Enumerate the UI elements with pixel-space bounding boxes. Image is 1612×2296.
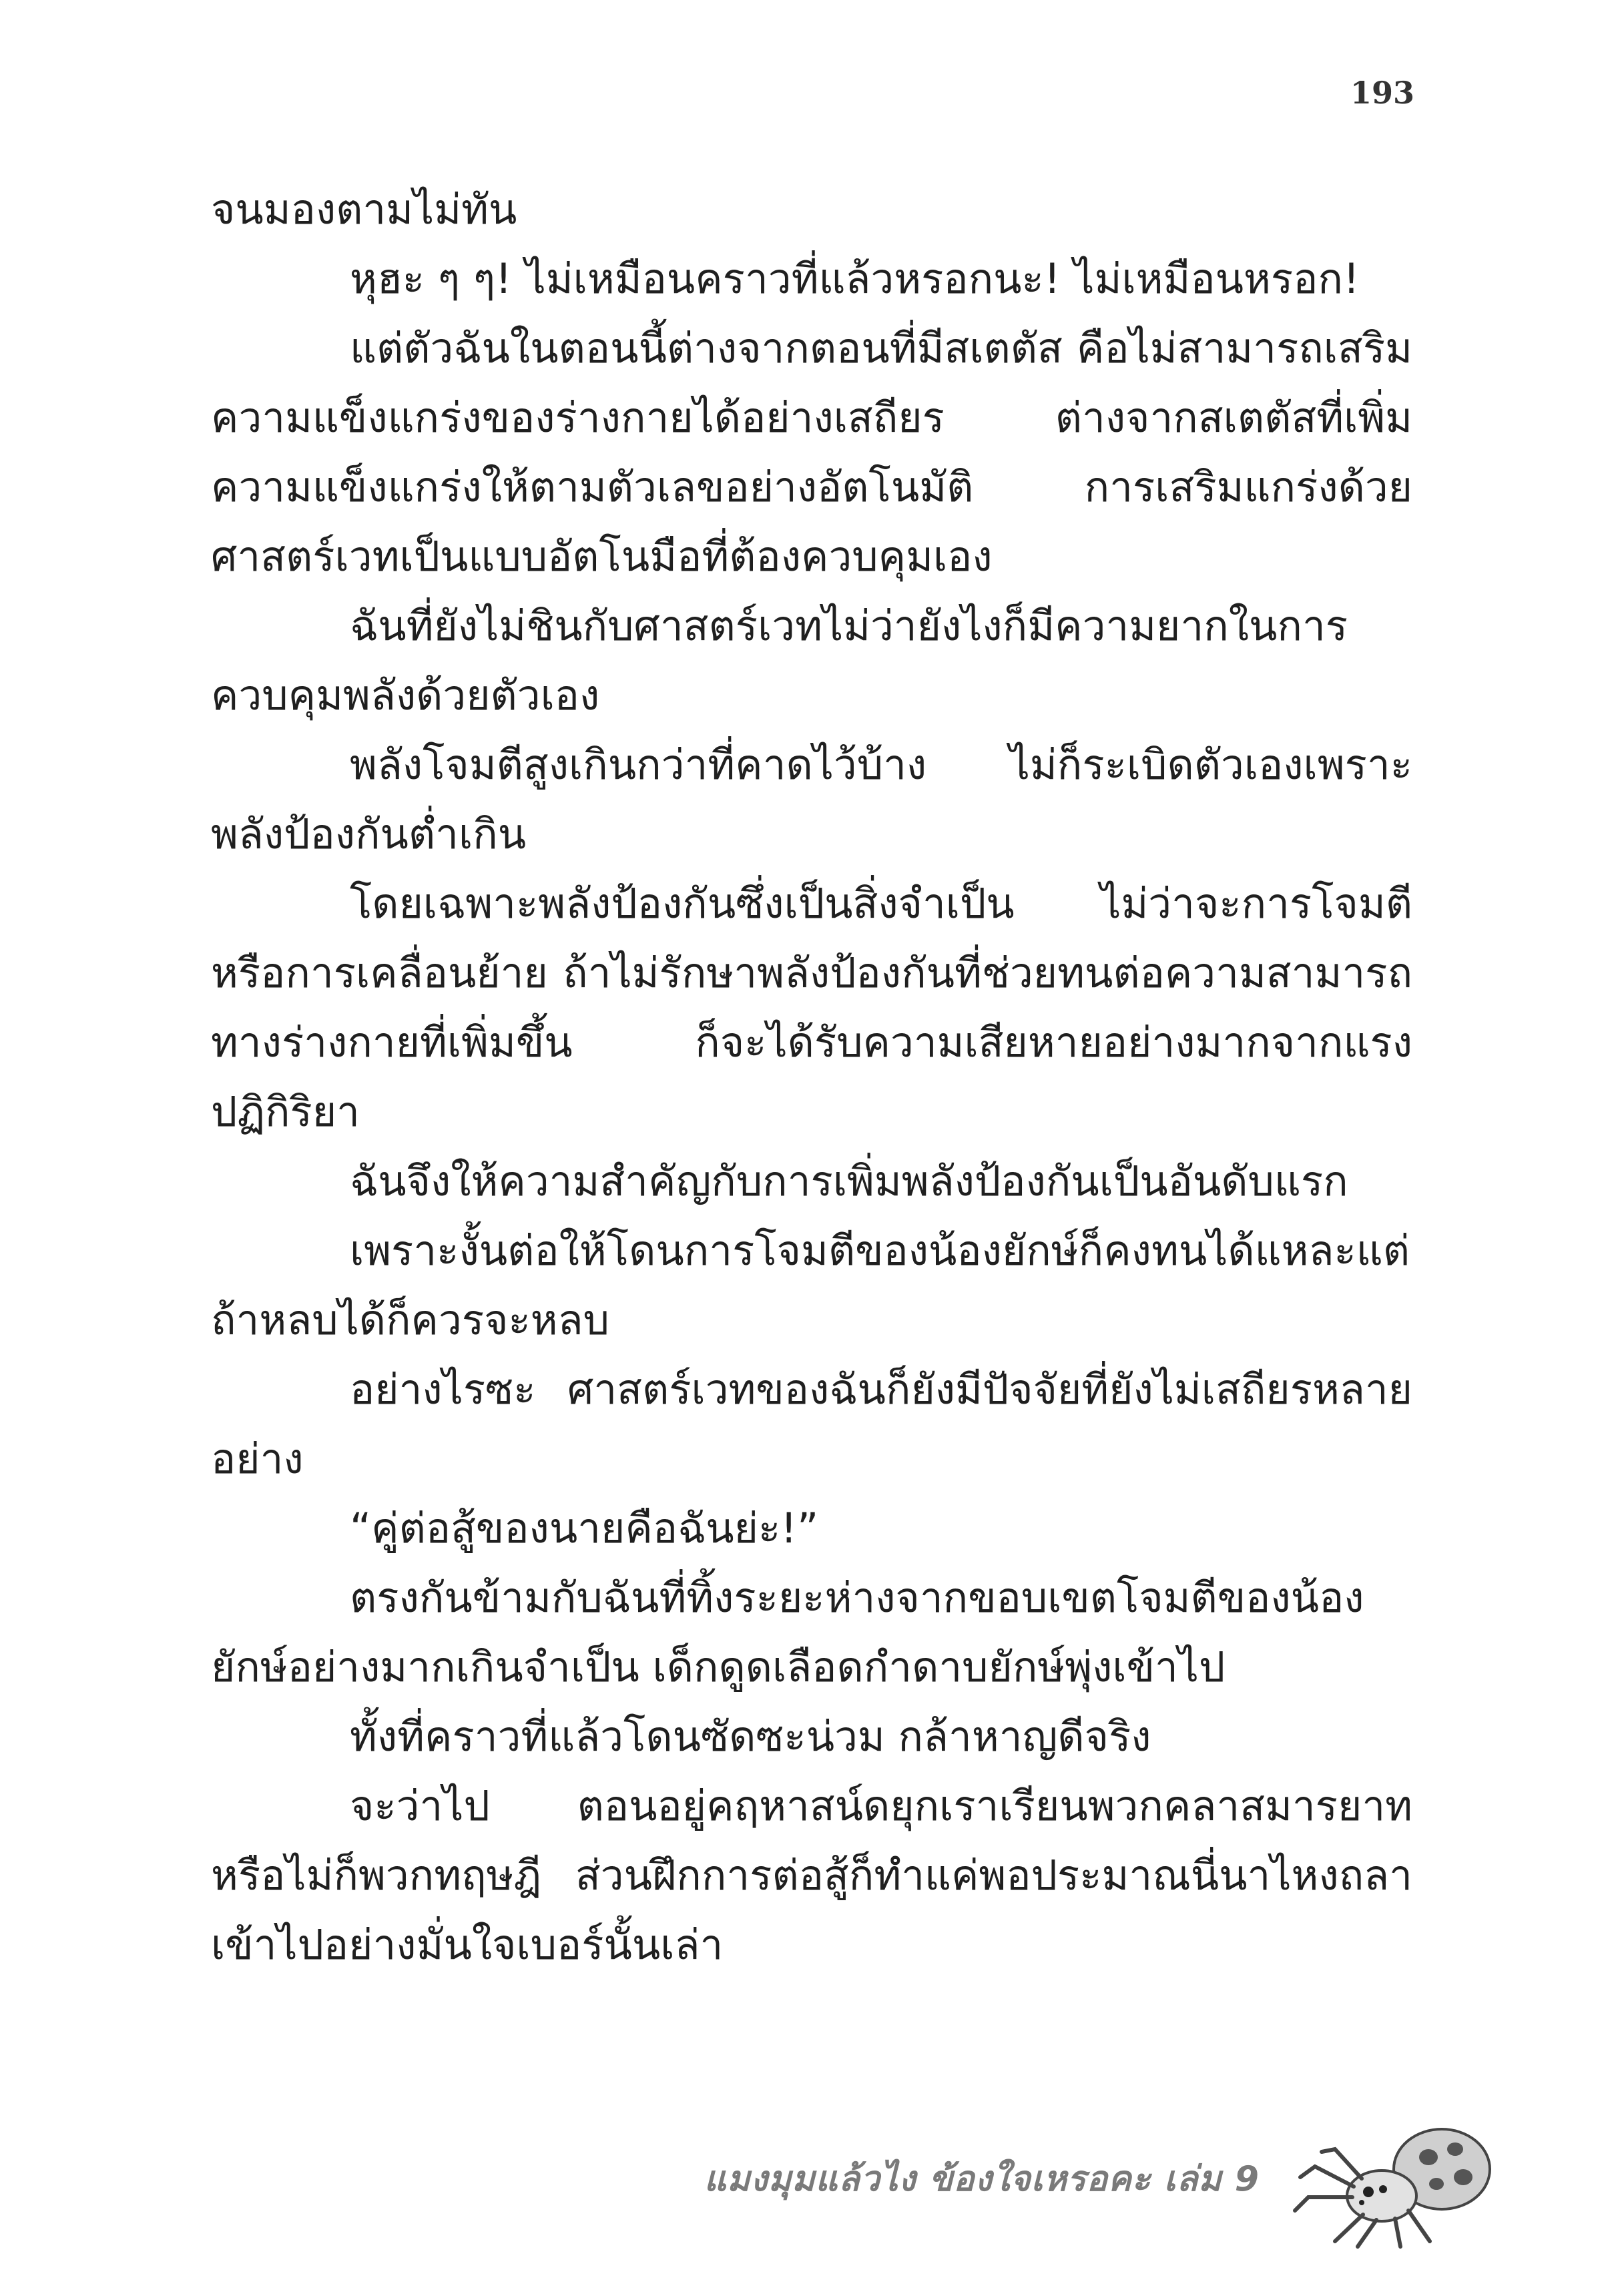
spider-mascot-icon (1288, 2122, 1509, 2249)
paragraph: เพราะงั้นต่อให้โดนการโจมตีของน้องยักษ์ก็คงทนได้แหละแต่ถ้าหลบได้ก็ควรจะหลบ (211, 1226, 1410, 1344)
paragraph: จะว่าไป ตอนอยู่คฤหาสน์ดยุกเราเรียนพวกคลาสมารยาทหรือไม่ก็พวกทฤษฎี ส่วนฝึกการต่อสู้ก็ทำแค่พอประมาณนี่นาไหงถลาเข้าไปอย่างมั่นใจเบอร์นั้นเล่า (211, 1781, 1412, 1969)
paragraph: แต่ตัวฉันในตอนนี้ต่างจากตอนที่มีสเตตัส คือไม่สามารถเสริมความแข็งแกร่งของร่างกายได้อย่างเสถียร ต่างจากสเตตัสที่เพิ่มความแข็งแกร่งให้ตามตัวเลขอย่างอัตโนมัติ การเสริมแกร่งด้วยศาสตร์เวทเป็นแบบอัตโนมือที่ต้องควบคุมเอง (211, 324, 1412, 581)
paragraph: จนมองตามไม่ทัน (211, 185, 517, 234)
paragraph: หุฮะ ๆ ๆ! ไม่เหมือนคราวที่แล้วหรอกนะ! ไม่เหมือนหรอก! (350, 254, 1360, 303)
body-text (211, 175, 1412, 1980)
paragraph: ฉันจึงให้ความสำคัญกับการเพิ่มพลังป้องกันเป็นอันดับแรก (350, 1157, 1348, 1205)
paragraph: อย่างไรซะ ศาสตร์เวทของฉันก็ยังมีปัจจัยที่ยังไม่เสถียรหลายอย่าง (211, 1365, 1412, 1483)
paragraph: โดยเฉพาะพลังป้องกันซึ่งเป็นสิ่งจำเป็น ไม่ว่าจะการโจมตีหรือการเคลื่อนย้าย ถ้าไม่รักษาพลังป้องกันที่ช่วยทนต่อความสามารถทางร่างกายที่เพิ่มขึ้น ก็จะได้รับความเสียหายอย่างมากจากแรงปฏิกิริยา (211, 879, 1412, 1136)
paragraph: พลังโจมตีสูงเกินกว่าที่คาดไว้บ้าง ไม่ก็ระเบิดตัวเองเพราะพลังป้องกันต่ำเกิน (211, 740, 1412, 858)
book-title: แมงมุมแล้วไง ข้องใจเหรอคะ เล่ม 9 (704, 2159, 1260, 2199)
paragraph: ตรงกันข้ามกับฉันที่ทิ้งระยะห่างจากขอบเขตโจมตีของน้องยักษ์อย่างมากเกินจำเป็น เด็กดูดเลือดกำดาบยักษ์พุ่งเข้าไป (211, 1573, 1364, 1691)
page-number: 193 (1350, 75, 1414, 111)
paragraph: ฉันที่ยังไม่ชินกับศาสตร์เวทไม่ว่ายังไงก็มีความยากในการควบคุมพลังด้วยตัวเอง (211, 601, 1348, 720)
page-footer (0, 2122, 1612, 2256)
paragraph: ทั้งที่คราวที่แล้วโดนซัดซะน่วม กล้าหาญดีจริง (350, 1712, 1151, 1761)
paragraph: “คู่ต่อสู้ของนายคือฉันย่ะ!” (350, 1504, 819, 1552)
